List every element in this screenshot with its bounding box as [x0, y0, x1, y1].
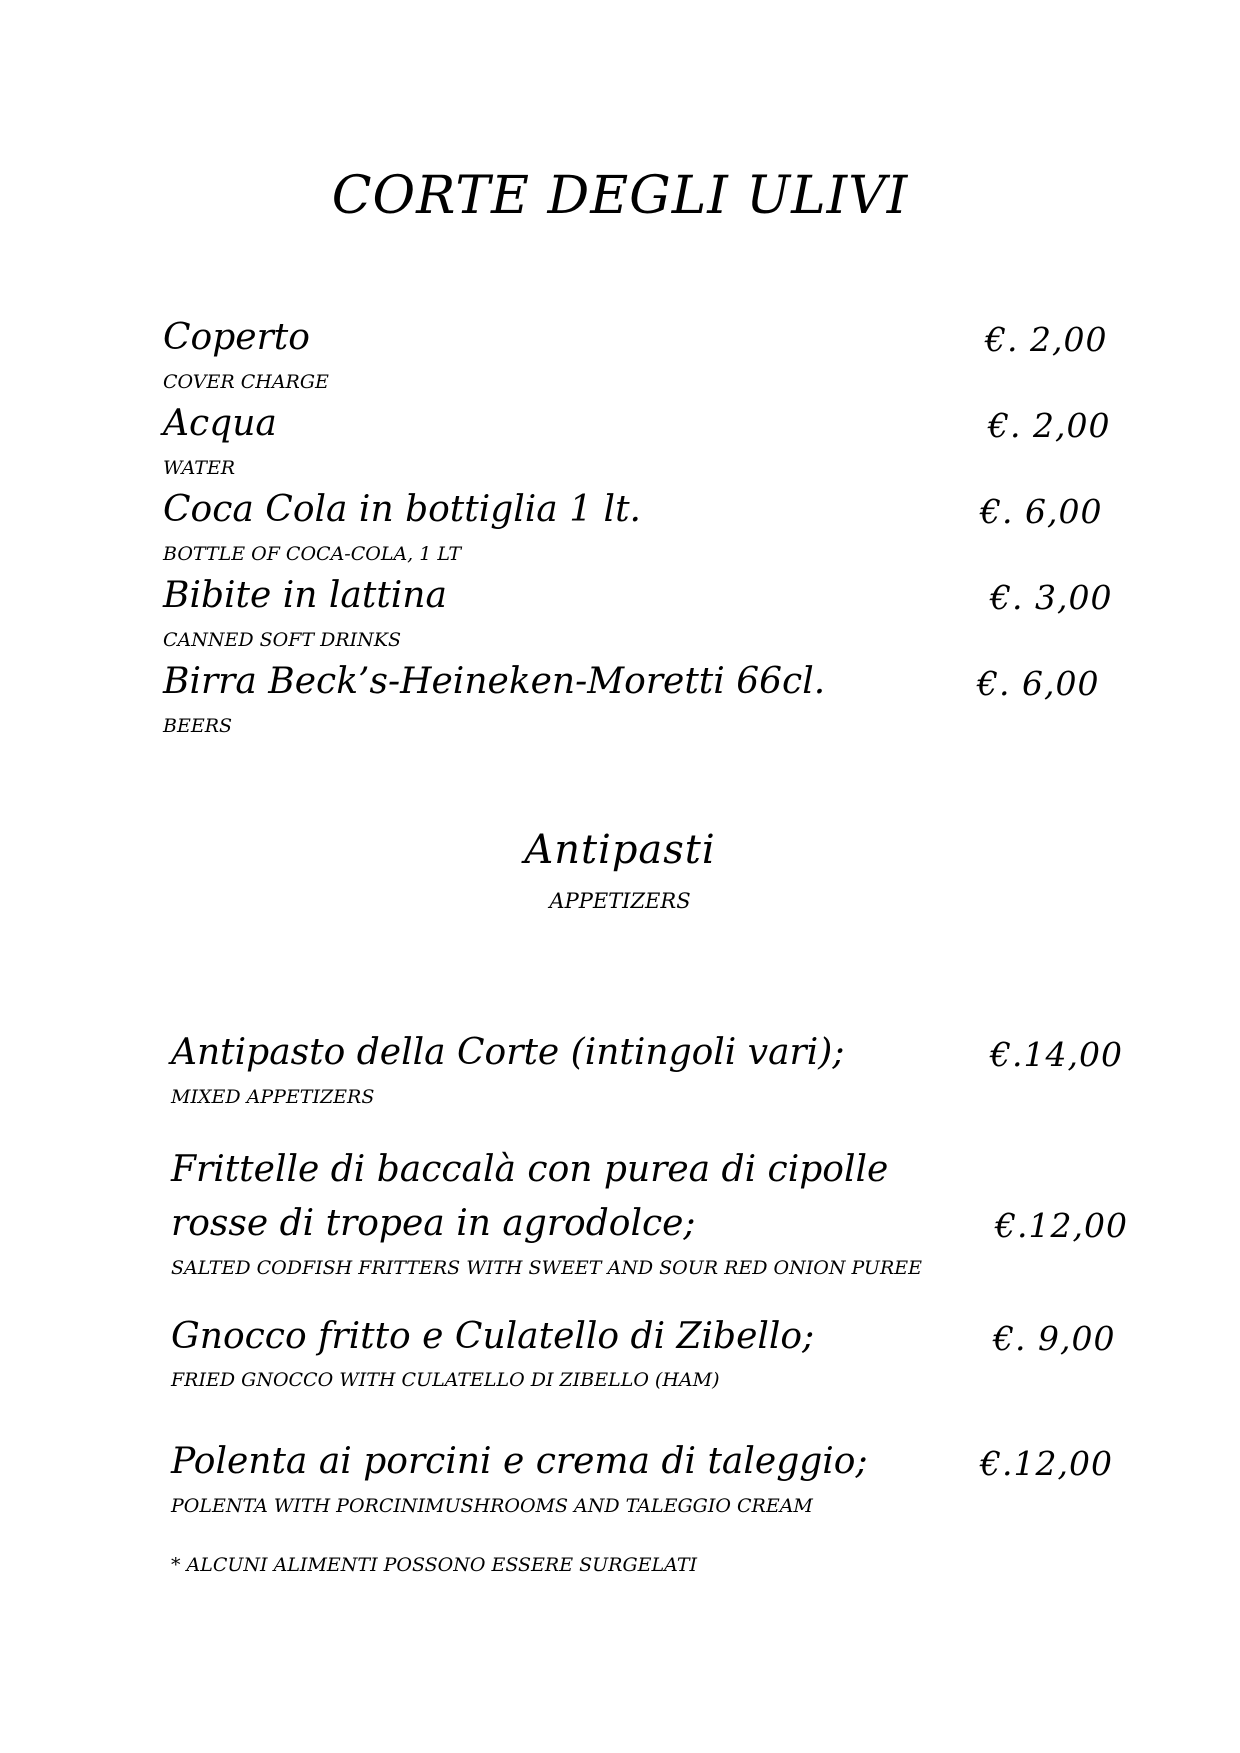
item-translation: BEERS	[163, 715, 233, 737]
item-translation: CANNED SOFT DRINKS	[163, 629, 402, 651]
section-title: Antipasti	[524, 827, 716, 873]
item-name-line-1: Frittelle di baccalà con purea di cipolle	[171, 1149, 889, 1190]
item-name: Coperto	[163, 317, 310, 358]
item-price: €. 9,00	[993, 1319, 1116, 1358]
item-price: €. 6,00	[977, 664, 1100, 703]
item-price: €.14,00	[990, 1035, 1123, 1074]
item-price: €. 2,00	[985, 320, 1108, 359]
footnote: * ALCUNI ALIMENTI POSSONO ESSERE SURGELATI	[171, 1554, 697, 1576]
item-name: Coca Cola in bottiglia 1 lt.	[163, 489, 641, 530]
restaurant-name: CORTE DEGLI ULIVI	[331, 166, 909, 226]
item-translation: COVER CHARGE	[163, 371, 329, 393]
item-translation: FRIED GNOCCO WITH CULATELLO DI ZIBELLO (HAM)	[171, 1369, 720, 1391]
item-translation: BOTTLE OF COCA-COLA, 1 LT	[163, 543, 462, 565]
item-translation: WATER	[163, 457, 236, 479]
item-translation: MIXED APPETIZERS	[171, 1086, 375, 1108]
item-price: €.12,00	[995, 1206, 1128, 1245]
item-name: Acqua	[163, 403, 277, 444]
item-name: Bibite in lattina	[163, 575, 447, 616]
item-price: €.12,00	[980, 1444, 1113, 1483]
item-name: Birra Beck’s-Heineken-Moretti 66cl.	[163, 661, 826, 702]
section-subtitle: APPETIZERS	[549, 889, 691, 913]
item-translation: POLENTA WITH PORCINIMUSHROOMS AND TALEGGIO CREAM	[171, 1495, 813, 1517]
item-name-line-2: rosse di tropea in agrodolce;	[171, 1203, 696, 1244]
item-price: €. 3,00	[990, 578, 1113, 617]
item-price: €. 2,00	[988, 406, 1111, 445]
item-translation: SALTED CODFISH FRITTERS WITH SWEET AND SOUR RED ONION PUREE	[171, 1257, 922, 1279]
item-name: Antipasto della Corte (intingoli vari);	[171, 1032, 845, 1073]
item-name: Polenta ai porcini e crema di taleggio;	[171, 1441, 868, 1482]
item-name: Gnocco fritto e Culatello di Zibello;	[171, 1316, 815, 1357]
item-price: €. 6,00	[980, 492, 1103, 531]
